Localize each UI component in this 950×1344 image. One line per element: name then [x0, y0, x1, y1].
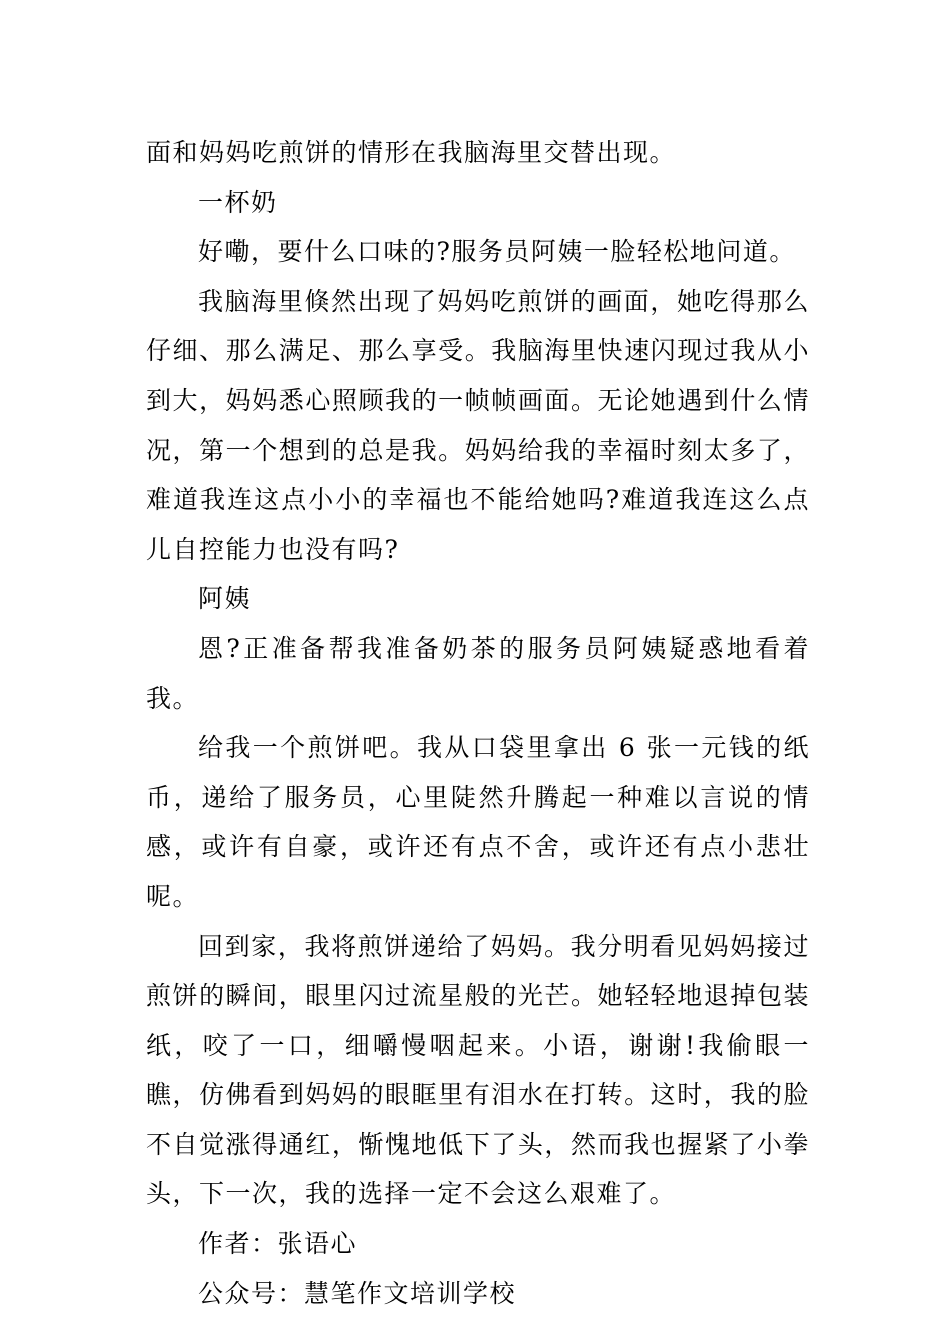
public-account-line: 公众号：慧笔作文培训学校 [198, 1278, 517, 1308]
author-line: 作者：张语心 [198, 1229, 358, 1259]
article-body [146, 128, 810, 1318]
paragraph-memory: 我脑海里倏然出现了妈妈吃煎饼的画面，她吃得那么仔细、那么满足、那么享受。我脑海里快速闪现过我从小到大，妈妈悉心照顾我的一帧帧画面。无论她遇到什么情况，第一个想到的总是我。妈妈给我的幸福时刻太多了，难道我连这点小小的幸福也不能给她吗?难道我连这么点儿自控能力也没有吗? [146, 286, 810, 564]
paragraph-server-puzzled: 恩?正准备帮我准备奶茶的服务员阿姨疑惑地看着我。 [146, 633, 810, 713]
paragraph-dialogue-milk: 一杯奶 [198, 187, 278, 217]
paragraph-buy-pancake: 给我一个煎饼吧。我从口袋里拿出 6 张一元钱的纸币，递给了服务员，心里陡然升腾起一种难以言说的情感，或许有自豪，或许还有点不舍，或许还有点小悲壮呢。 [146, 733, 810, 911]
paragraph-dialogue-auntie: 阿姨 [198, 584, 252, 614]
paragraph-home: 回到家，我将煎饼递给了妈妈。我分明看见妈妈接过煎饼的瞬间，眼里闪过流星般的光芒。她轻轻地退掉包装纸，咬了一口，细嚼慢咽起来。小语，谢谢!我偷眼一瞧，仿佛看到妈妈的眼眶里有泪水在打转。这时，我的脸不自觉涨得通红，惭愧地低下了头，然而我也握紧了小拳头，下一次，我的选择一定不会这么艰难了。 [146, 931, 810, 1209]
paragraph-server-question: 好嘞，要什么口味的?服务员阿姨一脸轻松地问道。 [198, 237, 796, 267]
paragraph-continuation: 面和妈妈吃煎饼的情形在我脑海里交替出现。 [146, 138, 677, 167]
